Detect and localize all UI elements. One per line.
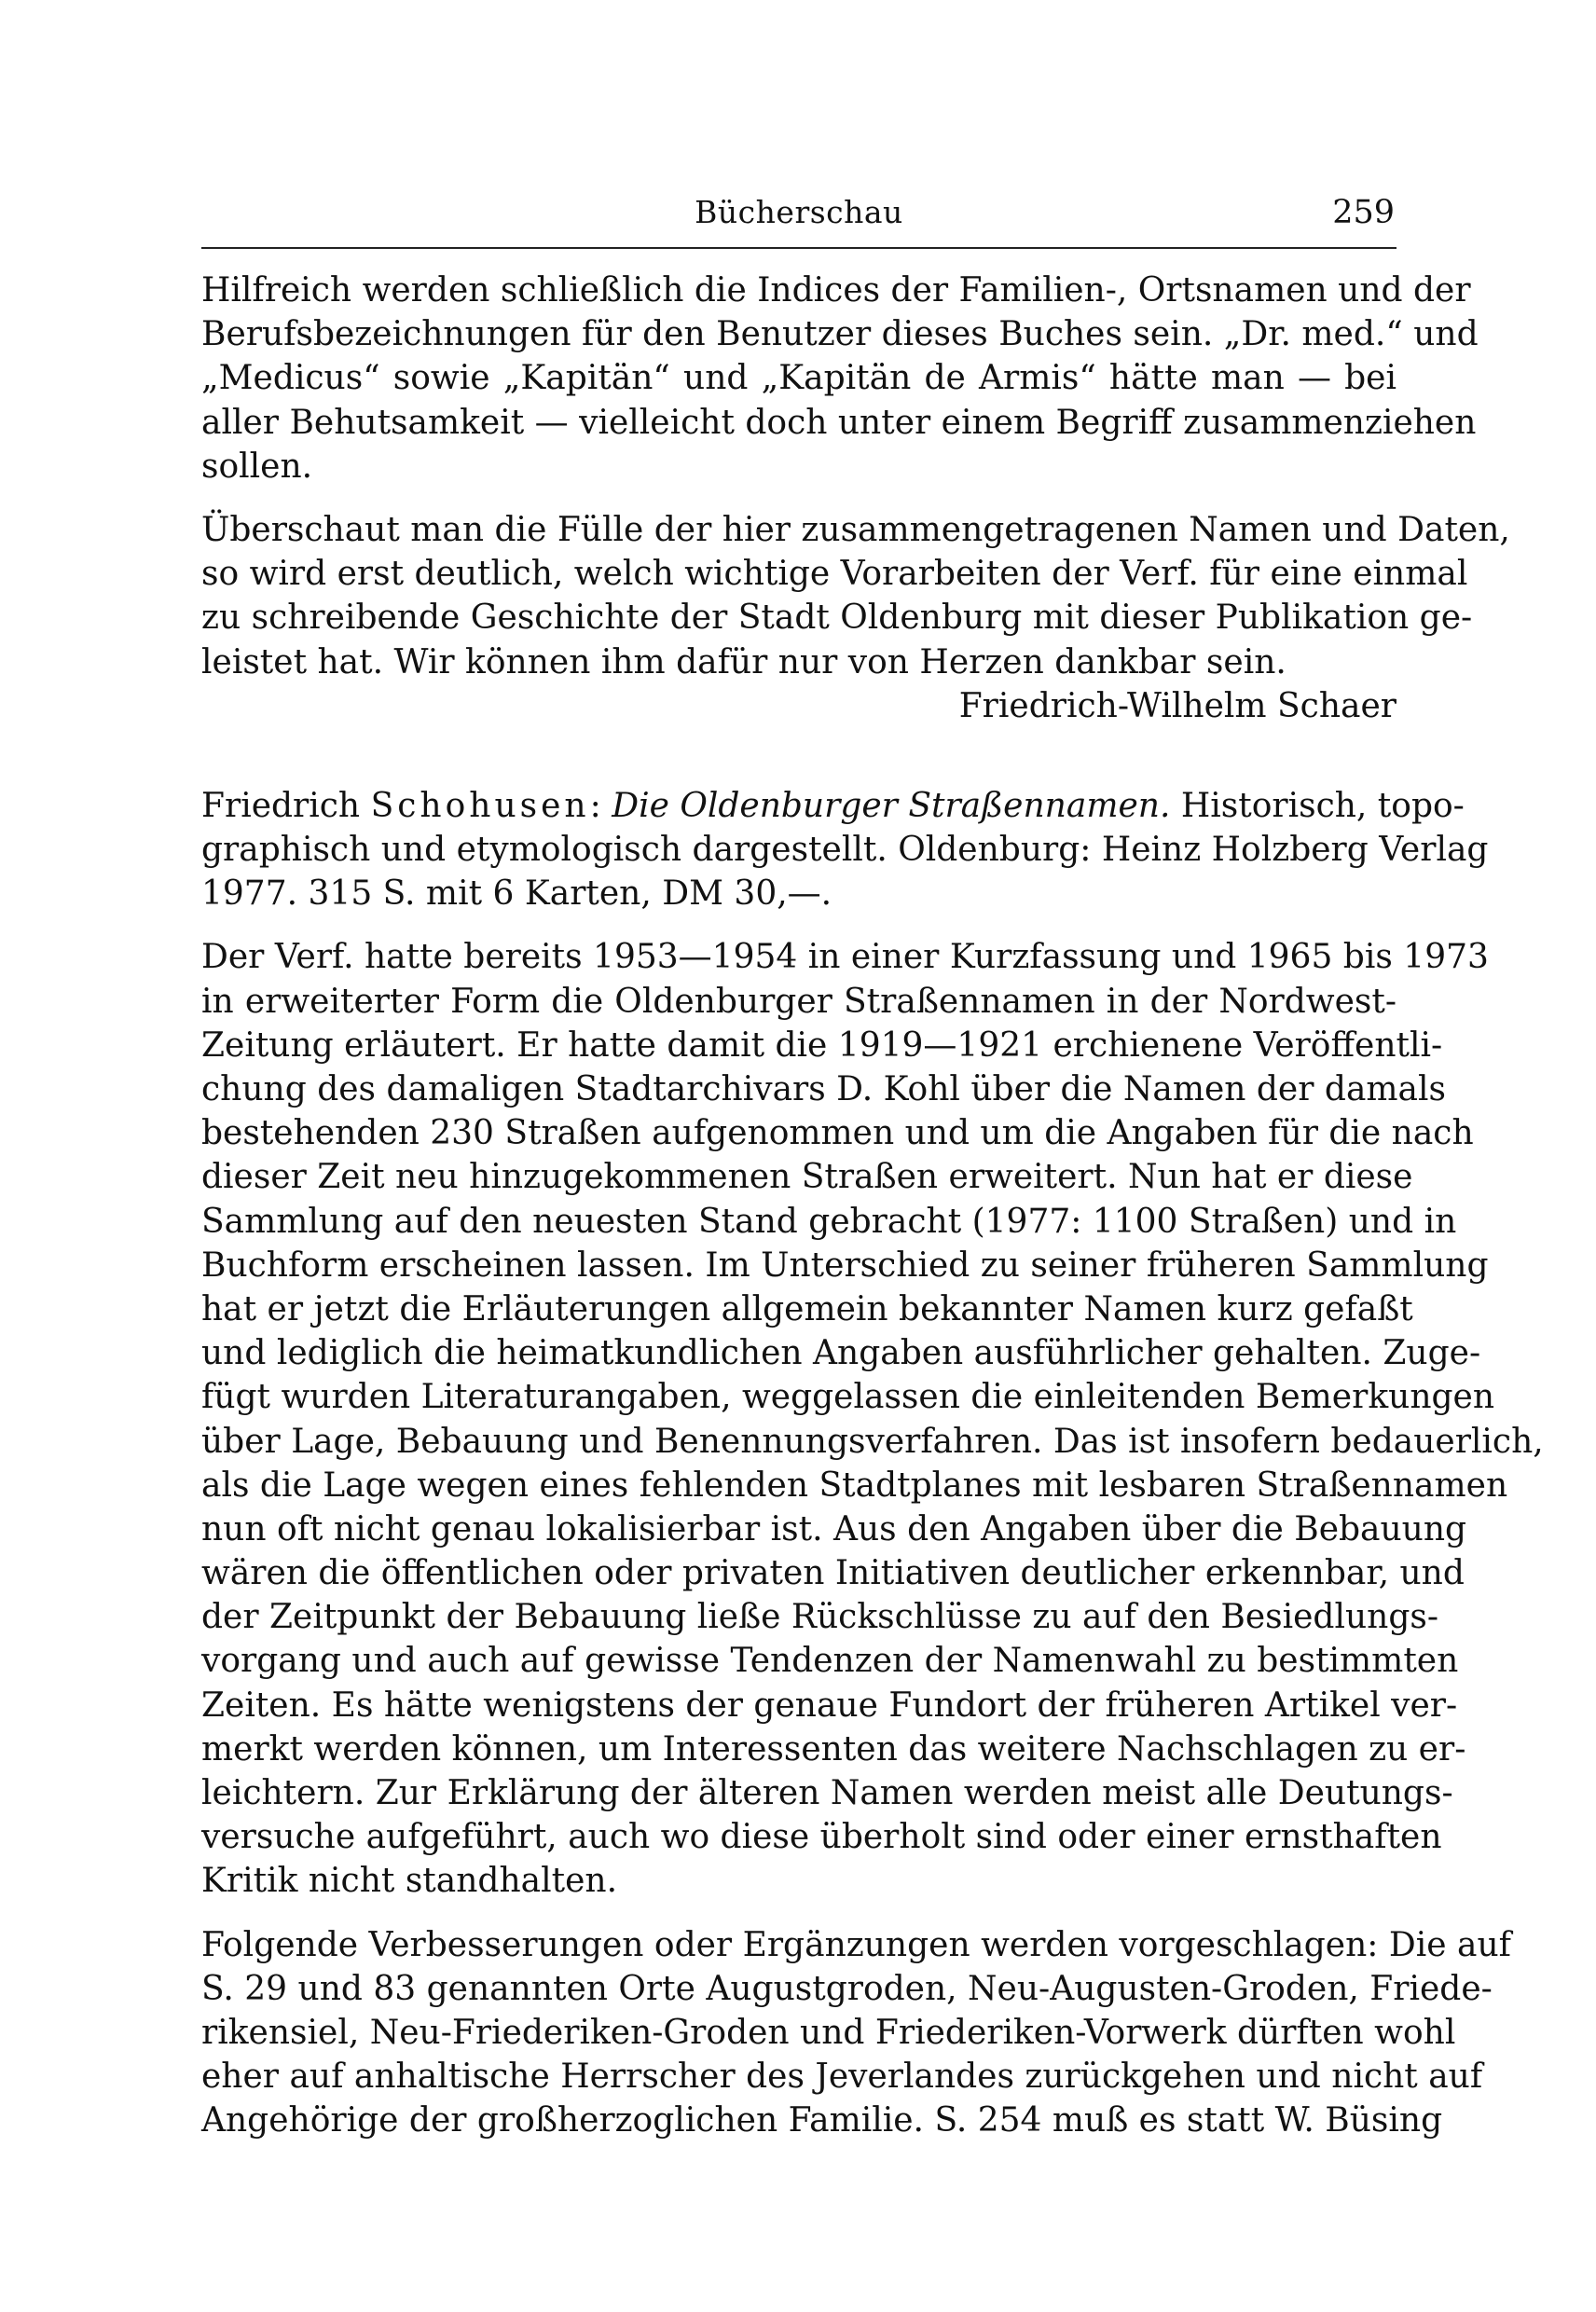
text-line: zu schreibende Geschichte der Stadt Oldenburg mit dieser Publikation ge- [201,599,1473,638]
text-line: Der Verf. hatte bereits 1953—1954 in einer Kurzfassung und 1965 bis 1973 [201,938,1489,977]
citation-line-3: 1977. 315 S. mit 6 Karten, DM 30,—. [201,874,832,914]
review-2-paragraph-2 [201,1923,1511,2143]
text-line: so wird erst deutlich, welch wichtige Vorarbeiten der Verf. für eine einmal [201,555,1468,594]
text-line: Folgende Verbesserungen oder Ergänzungen werden vorgeschlagen: Die auf [201,1925,1511,1964]
text-line: wären die öffentlichen oder privaten Initiativen deutlicher erkennbar, und [201,1554,1465,1593]
text-line: hat er jetzt die Erläuterungen allgemein bekannter Namen kurz gefaßt [201,1289,1413,1328]
text-line: Zeiten. Es hätte wenigstens der genaue Fundort der früheren Artikel ver- [201,1686,1458,1725]
text-line: und lediglich die heimatkundlichen Angaben ausführlicher gehalten. Zuge- [201,1334,1481,1373]
paragraph-gap [201,489,1396,508]
text-line: Angehörige der großherzoglichen Familie. S. 254 muß es statt W. Büsing [201,2101,1443,2140]
body-text [201,268,1544,2143]
text-line: merkt werden können, um Interessenten das weitere Nachschlagen zu er- [201,1729,1466,1768]
header-rule [201,247,1396,249]
text-line: Buchform erscheinen lassen. Im Unterschied zu seiner früheren Sammlung [201,1245,1489,1285]
reviewer-signature: Friedrich-Wilhelm Schaer [958,686,1396,725]
text-line: versuche aufgeführt, auch wo diese überholt sind oder einer ernsthaften [201,1818,1442,1857]
citation-line-2: graphisch und etymologisch dargestellt. Oldenburg: Heinz Holzberg Verlag [201,831,1489,870]
review-2-paragraph-1 [201,935,1544,1903]
text-line: chung des damaligen Stadtarchivars D. Kohl über die Namen der damals [201,1070,1446,1108]
text-line: als die Lage wegen eines fehlenden Stadtplanes mit lesbaren Straßennamen [201,1466,1508,1505]
text-line: vorgang und auch auf gewisse Tendenzen der Namenwahl zu bestimmten [201,1642,1459,1681]
text-line: Kritik nicht standhalten. [201,1862,618,1901]
text-line: „Medicus“ sowie „Kapitän“ und „Kapitän de Armis“ hätte man — bei [201,359,1396,398]
citation-separator: : [589,786,601,825]
section-gap [201,728,1396,784]
text-line: Überschaut man die Fülle der hier zusammengetragenen Namen und Daten, [201,510,1510,549]
review-1-paragraph-2 [201,508,1510,684]
text-line: aller Behutsamkeit — vielleicht doch unter einem Begriff zusammenziehen [201,403,1477,442]
text-line: S. 29 und 83 genannten Orte Augustgroden, Neu-Augusten-Groden, Friede- [201,1969,1493,2008]
text-line: Hilfreich werden schließlich die Indices der Familien-, Ortsnamen und der [201,271,1471,310]
review-1-paragraph-1 [201,268,1479,489]
page-number: 259 [1332,194,1395,231]
text-line: rikensiel, Neu-Friederiken-Groden und Friederiken-Vorwerk dürften wohl [201,2013,1456,2052]
text-line: in erweiterter Form die Oldenburger Straßennamen in der Nordwest- [201,982,1396,1021]
text-line: über Lage, Bebauung und Benennungsverfahren. Das ist insofern bedauerlich, [201,1422,1544,1461]
running-title: Bücherschau [695,194,903,230]
text-line: fügt wurden Literaturangaben, weggelassen die einleitenden Bemerkungen [201,1378,1495,1417]
text-line: dieser Zeit neu hinzugekommenen Straßen erweitert. Nun hat er diese [201,1158,1413,1197]
text-line: bestehenden 230 Straßen aufgenommen und um die Angaben für die nach [201,1114,1474,1153]
text-line: Zeitung erläutert. Er hatte damit die 1919—1921 erchienene Veröffentli- [201,1025,1443,1065]
citation-line-1 [201,784,1465,828]
document-page [201,0,1544,2312]
text-line: der Zeitpunkt der Bebauung ließe Rückschlüsse zu auf den Besiedlungs- [201,1598,1439,1637]
text-line: eher auf anhaltische Herrscher des Jeverlandes zurückgehen und nicht auf [201,2057,1483,2097]
text-line: Sammlung auf den neuesten Stand gebracht (1977: 1100 Straßen) und in [201,1202,1457,1241]
citation-subtitle-start: Historisch, topo- [1180,786,1465,825]
author-last-name: Schohusen [370,786,590,825]
text-line: nun oft nicht genau lokalisierbar ist. Aus den Angaben über die Bebauung [201,1509,1467,1548]
paragraph-gap [201,1904,1396,1923]
paragraph-gap [201,915,1396,935]
author-first-name: Friedrich [201,786,361,825]
text-line: Berufsbezeichnungen für den Benutzer dieses Buches sein. „Dr. med.“ und [201,315,1479,354]
review-2-citation [201,784,1489,916]
book-title: Die Oldenburger Straßennamen. [612,786,1171,825]
text-line: leistet hat. Wir können ihm dafür nur von Herzen dankbar sein. [201,642,1286,681]
running-header [201,190,1396,235]
text-line: sollen. [201,447,313,486]
text-line: leichtern. Zur Erklärung der älteren Namen werden meist alle Deutungs- [201,1774,1453,1812]
